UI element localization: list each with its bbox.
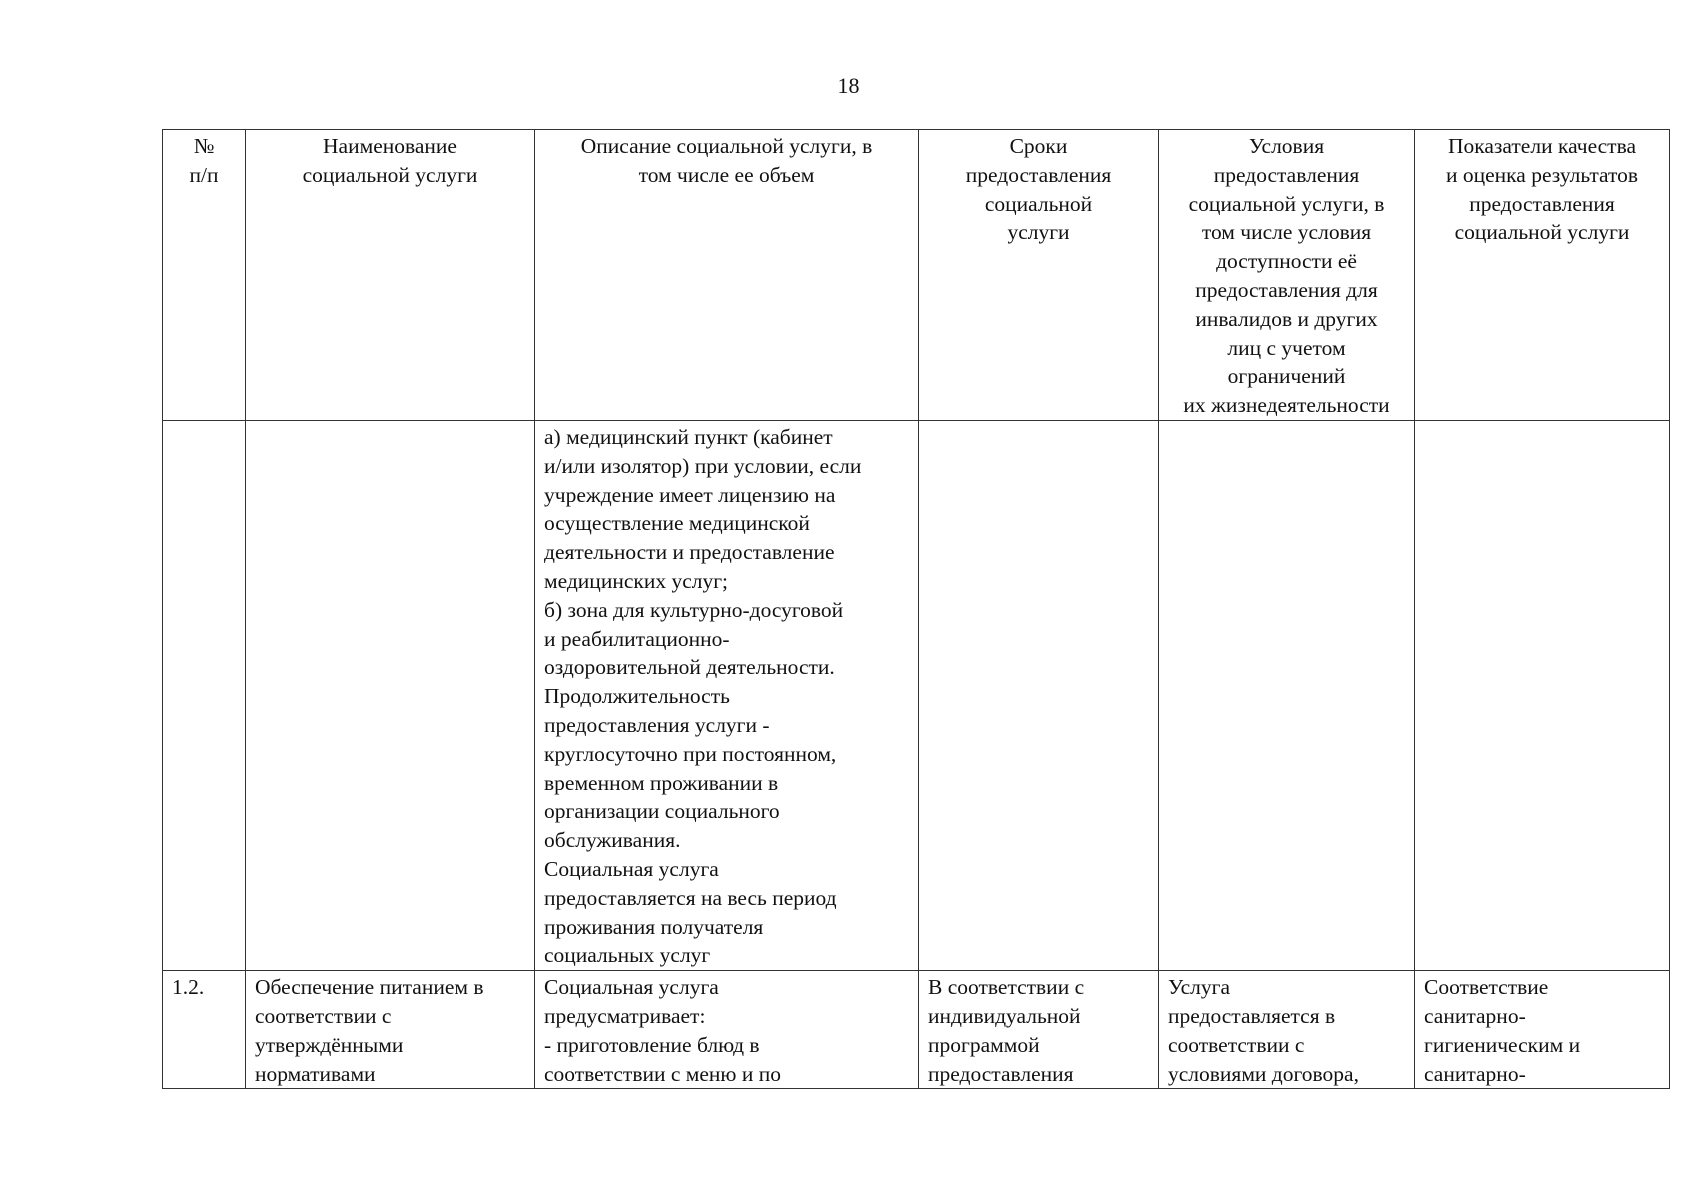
header-service-name: Наименование социальной услуги bbox=[246, 130, 535, 421]
header-description: Описание социальной услуги, в том числе ее объем bbox=[535, 130, 919, 421]
header-terms: Сроки предоставления социальной услуги bbox=[919, 130, 1159, 421]
header-conditions: Условия предоставления социальной услуги, в том числе условия доступности её предоставления для инвалидов и других лиц с учетом ограничений их жизнедеятельности bbox=[1159, 130, 1415, 421]
cell-number: 1.2. bbox=[163, 971, 246, 1089]
cell-conditions bbox=[1159, 420, 1415, 970]
table-row bbox=[163, 420, 1670, 970]
cell-service-name: Обеспечение питанием в соответствии с утверждёнными нормативами bbox=[246, 971, 535, 1089]
cell-number bbox=[163, 420, 246, 970]
cell-description: а) медицинский пункт (кабинет и/или изолятор) при условии, если учреждение имеет лицензию на осуществление медицинской деятельности и предоставление медицинских услуг; б) зона для культурно-досуговой и реабилитационно- оздоровительной деятельности. Продолжительность предоставления услуги - круглосуточно при постоянном, временном проживании в организации социального обслуживания. Социальная услуга предоставляется на весь период проживания получателя социальных услуг bbox=[535, 420, 919, 970]
social-services-table bbox=[162, 129, 1670, 1089]
cell-description: Социальная услуга предусматривает: - приготовление блюд в соответствии с меню и по bbox=[535, 971, 919, 1089]
cell-service-name bbox=[246, 420, 535, 970]
cell-terms bbox=[919, 420, 1159, 970]
cell-quality: Соответствие санитарно- гигиеническим и санитарно- bbox=[1415, 971, 1670, 1089]
table-row bbox=[163, 971, 1670, 1089]
page-number: 18 bbox=[837, 73, 860, 98]
header-quality: Показатели качества и оценка результатов предоставления социальной услуги bbox=[1415, 130, 1670, 421]
header-number: № п/п bbox=[163, 130, 246, 421]
table-header-row bbox=[163, 130, 1670, 421]
cell-terms: В соответствии с индивидуальной программой предоставления bbox=[919, 971, 1159, 1089]
cell-quality bbox=[1415, 420, 1670, 970]
cell-conditions: Услуга предоставляется в соответствии с условиями договора, bbox=[1159, 971, 1415, 1089]
